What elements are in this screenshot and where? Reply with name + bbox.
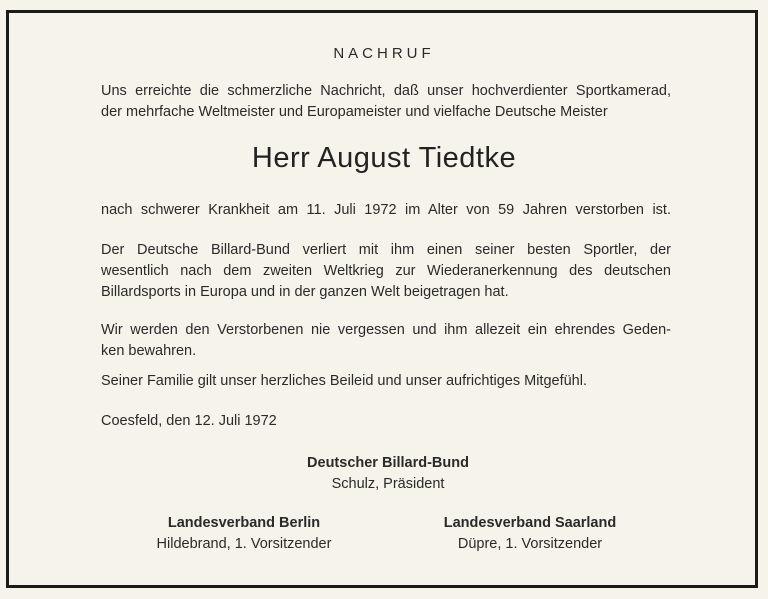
document-heading: NACHRUF	[333, 45, 435, 62]
intro-paragraph	[101, 81, 671, 123]
text-line: Uns erreichte die schmerzliche Nachricht, daß unser hochverdienter Sportkamerad,	[101, 83, 671, 99]
place-date: Coesfeld, den 12. Juli 1972	[101, 413, 277, 429]
text-line: nach schwerer Krankheit am 11. Juli 1972 im Alter von 59 Jahren verstorben ist.	[101, 202, 671, 218]
signature-person: Schulz, Präsident	[331, 476, 445, 492]
text-line: Seiner Familie gilt unser herzliches Beileid und unser aufrichtiges Mitgefühl.	[101, 373, 587, 389]
text-line: ken bewahren.	[101, 343, 197, 359]
text-line: der mehrfache Weltmeister und Europameister und vielfache Deutsche Meister	[101, 104, 608, 120]
text-line: Wir werden den Verstorbenen nie vergessen und ihm allezeit ein ehrendes Geden-	[101, 322, 671, 338]
text-line: wesentlich nach dem zweiten Weltkrieg zur Wiederanerkennung des deutschen	[101, 263, 671, 279]
merit-paragraph	[101, 240, 671, 303]
signature-block-saarland	[420, 513, 640, 555]
signature-block-berlin	[129, 513, 359, 555]
death-paragraph	[101, 200, 671, 221]
signature-person: Hildebrand, 1. Vorsitzender	[156, 536, 332, 552]
memory-paragraph	[101, 320, 671, 362]
signature-org: Deutscher Billard-Bund	[307, 455, 469, 471]
deceased-name: Herr August Tiedtke	[251, 142, 517, 174]
signature-org: Landesverband Saarland	[443, 515, 617, 531]
condolence-paragraph	[101, 371, 671, 392]
text-line: Billardsports in Europa und in der ganzen Welt beigetragen hat.	[101, 284, 509, 300]
signature-block-main	[258, 453, 518, 495]
signature-person: Düpre, 1. Vorsitzender	[457, 536, 603, 552]
signature-org: Landesverband Berlin	[167, 515, 321, 531]
text-line: Der Deutsche Billard-Bund verliert mit ihm einen seiner besten Sportler, der	[101, 242, 671, 258]
